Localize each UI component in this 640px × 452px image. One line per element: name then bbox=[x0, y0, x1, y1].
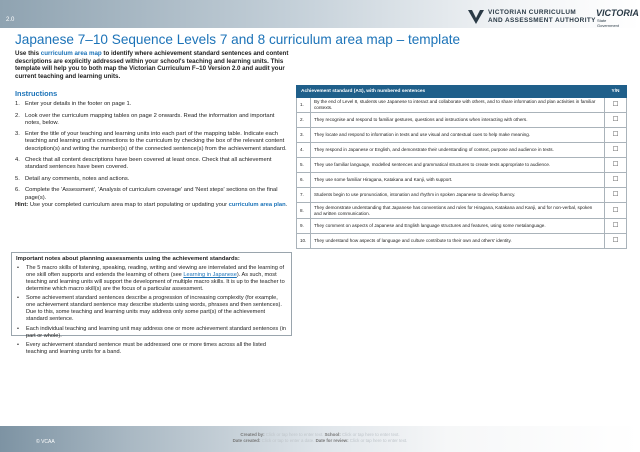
row-number: 5. bbox=[297, 158, 311, 173]
intro-paragraph bbox=[15, 50, 290, 80]
row-number: 3. bbox=[297, 128, 311, 143]
important-notes-box bbox=[11, 252, 292, 355]
row-text: They use some familiar Hiragana, Katakana and Kanji, with support. bbox=[311, 173, 605, 188]
page-title: Japanese 7–10 Sequence Levels 7 and 8 curriculum area map – template bbox=[15, 32, 461, 47]
hint-body: Use your completed curriculum area map to start populating or updating your bbox=[28, 202, 229, 208]
notes-list bbox=[16, 265, 287, 356]
yn-checkbox[interactable]: ☐ bbox=[605, 173, 627, 188]
list-item bbox=[15, 157, 291, 171]
logo-line2: AND ASSESSMENT AUTHORITY bbox=[488, 17, 596, 24]
table-row bbox=[297, 128, 627, 143]
row-number: 6. bbox=[297, 173, 311, 188]
row-text: They recognise and respond to familiar gestures, questions and instructions when interacting with others. bbox=[311, 113, 605, 128]
gov-sub2: Government bbox=[597, 22, 620, 28]
notes-heading: Important notes about planning assessments using the achievement standards: bbox=[16, 256, 240, 262]
table-row bbox=[297, 203, 627, 219]
row-text: They use familiar language, modelled sentences and grammatical structures to create texts appropriate to audience. bbox=[311, 158, 605, 173]
note1-pre: The 5 macro skills of listening, speaking, reading, writing and viewing are interrelated and the learning of one skill often supports and extends the learning of others (see bbox=[26, 265, 285, 278]
created-by-label: Created by: bbox=[240, 432, 265, 437]
table-row bbox=[297, 173, 627, 188]
list-item: • Every achievement standard sentence must be addressed one or more times across all the listed teaching and learning units for a band. bbox=[16, 342, 287, 356]
yn-checkbox[interactable]: ☐ bbox=[605, 158, 627, 173]
step-number: 2. bbox=[15, 112, 20, 119]
row-text: They locate and respond to information in texts and use visual and contextual cues to help make meaning. bbox=[311, 128, 605, 143]
step-text: Detail any comments, notes and actions. bbox=[25, 175, 130, 182]
row-number: 1. bbox=[297, 98, 311, 113]
intro-post: to identify where achievement standard sentences and content descriptions are explicitly addressed within your school's teaching and learning units. This template will help you to both map the Victorian Curriculum F–10 Version 2.0 and audit your current teaching and learning units. bbox=[15, 50, 289, 80]
table-row bbox=[297, 234, 627, 249]
table-header-row bbox=[297, 86, 627, 98]
header-yn: Y/N bbox=[605, 86, 627, 98]
achievement-standard-table bbox=[296, 85, 627, 249]
school-field[interactable]: Click or tap here to enter text. bbox=[340, 432, 400, 437]
list-item bbox=[15, 176, 291, 183]
victoria-gov-logo: VICTORIA bbox=[596, 8, 639, 18]
row-text: They comment on aspects of Japanese and English language structures and features, using some metalanguage. bbox=[311, 219, 605, 234]
victoria-gov-sub bbox=[597, 19, 619, 28]
school-label: School: bbox=[323, 432, 341, 437]
yn-checkbox[interactable]: ☐ bbox=[605, 128, 627, 143]
row-text: They understand how aspects of language and culture contribute to their own and others' identity. bbox=[311, 234, 605, 249]
vcaa-copyright: © VCAA bbox=[36, 439, 55, 445]
created-by-field[interactable]: Click or tap here to enter text. bbox=[264, 432, 324, 437]
yn-checkbox[interactable]: ☐ bbox=[605, 203, 627, 219]
hint-text bbox=[15, 202, 291, 209]
list-item bbox=[16, 265, 287, 293]
learning-in-japanese-link[interactable]: Learning in Japanese bbox=[183, 272, 237, 278]
table-row bbox=[297, 158, 627, 173]
step-number: 6. bbox=[15, 187, 20, 194]
step-text: Look over the curriculum mapping tables on page 2 onwards. Read the information and important notes, below. bbox=[25, 112, 275, 126]
list-item: • Some achievement standard sentences describe a progression of increasing complexity (for example, one achievement standard sentence may describe students using words, phrases and then sentences). Due to this, some teaching and learning units may address only some part(s) of the achievement standard sentence. bbox=[16, 295, 287, 323]
step-number: 3. bbox=[15, 131, 20, 138]
logo-line1: VICTORIAN CURRICULUM bbox=[488, 9, 577, 16]
version-label: 2.0 bbox=[6, 17, 15, 23]
list-item bbox=[15, 101, 291, 108]
hint-label: Hint: bbox=[15, 202, 29, 208]
instructions-list bbox=[15, 101, 291, 206]
table-row bbox=[297, 188, 627, 203]
instructions-heading: Instructions bbox=[15, 89, 58, 98]
yn-checkbox[interactable]: ☐ bbox=[605, 113, 627, 128]
step-text: Check that all content descriptions have been covered at least once. Check that all achievement standard sentences have been covered. bbox=[25, 157, 272, 171]
intro-pre: Use this bbox=[15, 50, 41, 57]
yn-checkbox[interactable]: ☐ bbox=[605, 188, 627, 203]
page-footer bbox=[0, 432, 640, 444]
hint-end: . bbox=[285, 202, 288, 208]
list-item bbox=[15, 131, 291, 153]
note1-post: ). As such, most teaching and learning units will support the development of multiple macro skills. It is up to the teacher to determine which macro skill(s) are the focus of a particular assessment. bbox=[26, 272, 285, 292]
step-text: Enter the title of your teaching and learning units into each part of the mapping table. Indicate each teaching and learning unit's connections to the curriculum by checking the box of the relevant content description(s) and writing the number(s) of the connected sentence(s) from the achievement standard. bbox=[25, 131, 287, 152]
table-row bbox=[297, 143, 627, 158]
step-number: 1. bbox=[15, 101, 20, 107]
row-number: 2. bbox=[297, 113, 311, 128]
step-number: 5. bbox=[15, 175, 20, 182]
step-text: Enter your details in the footer on page 1. bbox=[25, 101, 132, 107]
list-item bbox=[15, 113, 291, 127]
row-text: They respond in Japanese or English, and demonstrate their understanding of context, purpose and audience in texts. bbox=[311, 143, 605, 158]
date-created-field[interactable]: Click or tap to enter a date. bbox=[260, 438, 315, 443]
yn-checkbox[interactable]: ☐ bbox=[605, 98, 627, 113]
row-text: They demonstrate understanding that Japanese has conventions and rules for Hiragana, Katakana and Kanji, and for non-verbal, spoken and written communication. bbox=[311, 203, 605, 219]
yn-checkbox[interactable]: ☐ bbox=[605, 219, 627, 234]
vcaa-logo-icon bbox=[466, 7, 486, 27]
date-review-label: Date for review: bbox=[314, 438, 349, 443]
curriculum-area-plan-link[interactable]: curriculum area plan bbox=[228, 202, 286, 208]
date-review-field[interactable]: Click or tap here to enter text. bbox=[348, 438, 408, 443]
table-row bbox=[297, 219, 627, 234]
row-number: 7. bbox=[297, 188, 311, 203]
list-item: • Each individual teaching and learning unit may address one or more achievement standard sentences (in part or whole). bbox=[16, 326, 287, 340]
row-number: 10. bbox=[297, 234, 311, 249]
vcaa-logo bbox=[466, 7, 639, 29]
row-text: Students begin to use pronunciation, intonation and rhythm in spoken Japanese to develop fluency. bbox=[311, 188, 605, 203]
step-number: 4. bbox=[15, 157, 20, 164]
yn-checkbox[interactable]: ☐ bbox=[605, 143, 627, 158]
step-text: Complete the 'Assessment', 'Analysis of curriculum coverage' and 'Next steps' sections on the final page(s). bbox=[25, 187, 278, 201]
yn-checkbox[interactable]: ☐ bbox=[605, 234, 627, 249]
gov-sub1: State bbox=[597, 18, 607, 23]
header-as: Achievement standard (AS), with numbered sentences bbox=[297, 86, 605, 98]
list-item bbox=[15, 187, 291, 201]
row-number: 8. bbox=[297, 203, 311, 219]
row-text: By the end of Level 8, students use Japanese to interact and collaborate with others, and to share information and plan activities in familiar contexts. bbox=[311, 98, 605, 113]
table-row bbox=[297, 113, 627, 128]
date-created-label: Date created: bbox=[232, 438, 261, 443]
row-number: 9. bbox=[297, 219, 311, 234]
row-number: 4. bbox=[297, 143, 311, 158]
table-row bbox=[297, 98, 627, 113]
curriculum-area-map-link[interactable]: curriculum area map bbox=[40, 50, 102, 57]
